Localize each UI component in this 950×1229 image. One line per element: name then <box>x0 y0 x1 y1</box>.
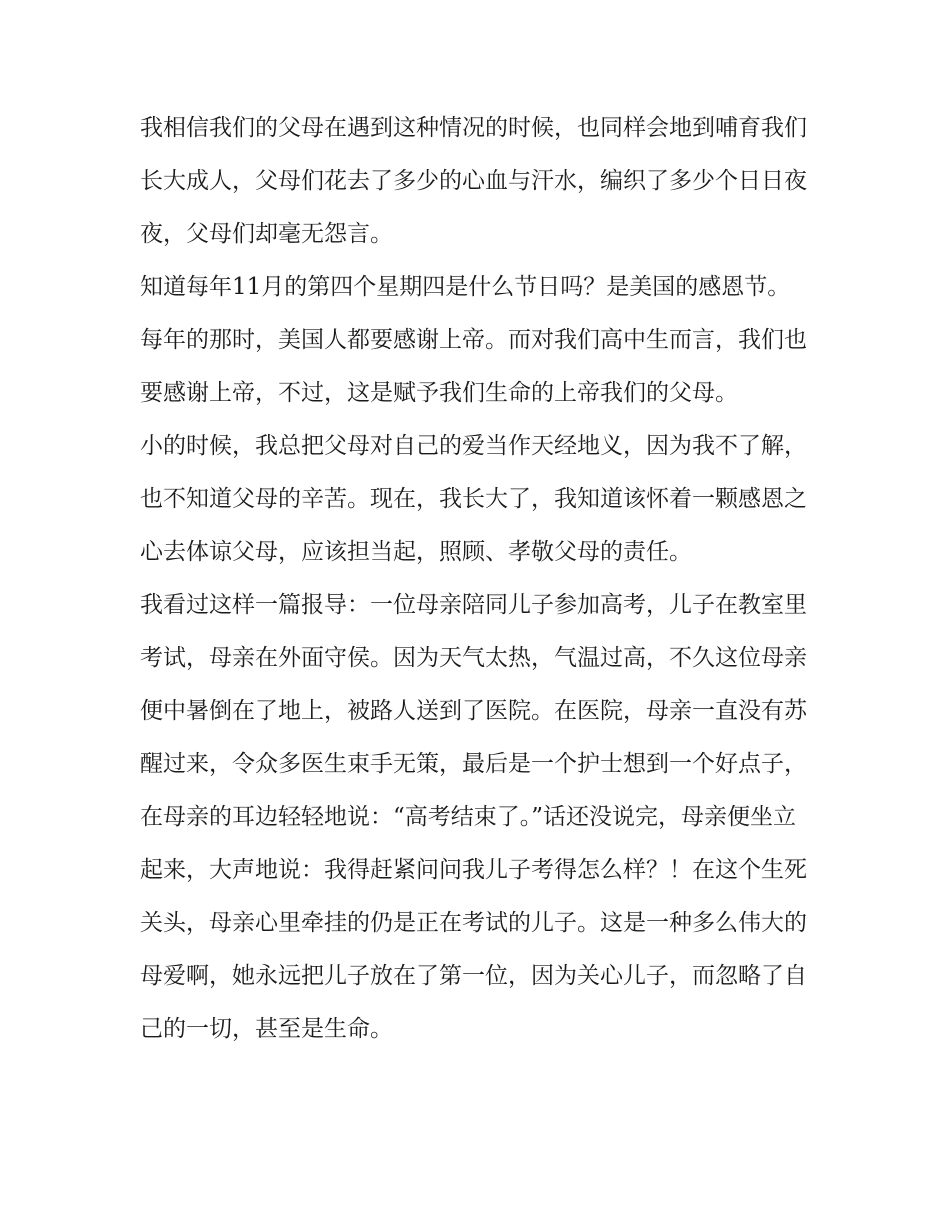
paragraph-4: 我看过这样一篇报导：一位母亲陪同儿子参加高考，儿子在教室里考试，母亲在外面守侯。因为天气太热，气温过高，不久这位母亲便中暑倒在了地上，被路人送到了医院。在医院，母亲一直没有苏醒过来，令众多医生束手无策，最后是一个护士想到一个好点子，在母亲的耳边轻轻地说：“高考结束了。”话还没说完，母亲便坐立起来，大声地说：我得赶紧问问我儿子考得怎么样？！在这个生死关头，母亲心里牵挂的仍是正在考试的儿子。这是一种多么伟大的母爱啊，她永远把儿子放在了第一位，因为关心儿子，而忽略了自己的一切，甚至是生命。 <box>140 592 807 1042</box>
paragraph-3: 小的时候，我总把父母对自己的爱当作天经地义，因为我不了解，也不知道父母的辛苦。现在，我长大了，我知道该怀着一颗感恩之心去体谅父母，应该担当起，照顾、孝敬父母的责任。 <box>140 433 807 565</box>
body-text <box>140 102 812 1056</box>
paragraph-1: 我相信我们的父母在遇到这种情况的时候，也同样会地到哺育我们长大成人，父母们花去了多少的心血与汗水，编织了多少个日日夜夜，父母们却毫无怨言。 <box>140 115 807 247</box>
paragraph-2: 知道每年11月的第四个星期四是什么节日吗？是美国的感恩节。每年的那时，美国人都要感谢上帝。而对我们高中生而言，我们也要感谢上帝，不过，这是赋予我们生命的上帝我们的父母。 <box>140 274 807 406</box>
